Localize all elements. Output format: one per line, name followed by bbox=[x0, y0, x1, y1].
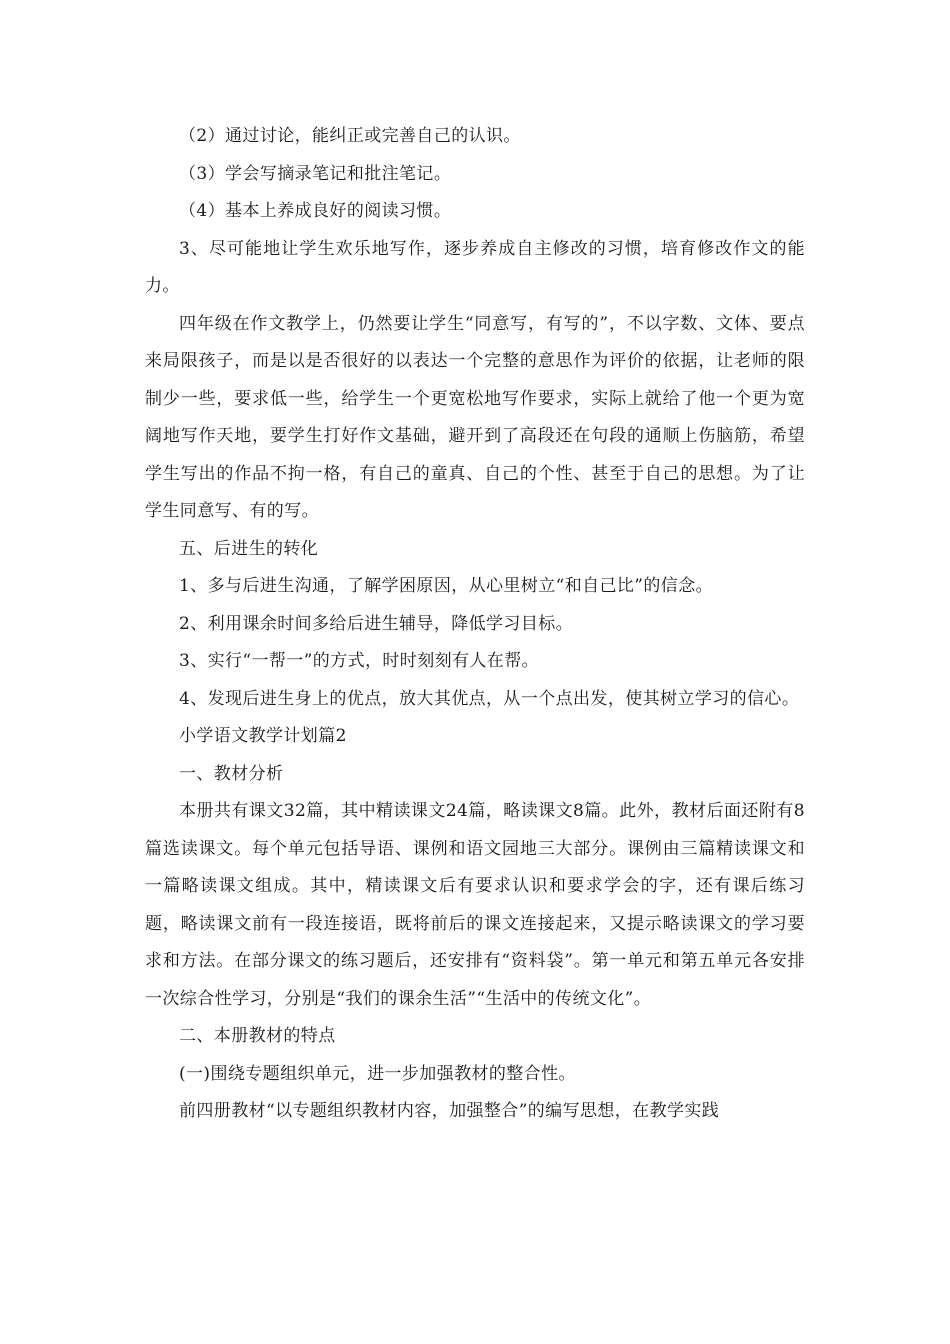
paragraph: 本册共有课文32篇，其中精读课文24篇，略读课文8篇。此外，教材后面还附有8篇选读课文。每个单元包括导语、课例和语文园地三大部分。课例由三篇精读课文和一篇略读课文组成。其中，精读课文后有要求认识和要求学会的字，还有课后练习题，略读课文前有一段连接语，既将前后的课文连接起来，又提示略读课文的学习要求和方法。在部分课文的练习题后，还安排有“资料袋”。第一单元和第五单元各安排一次综合性学习，分别是“我们的课余生活”“生活中的传统文化”。 bbox=[145, 801, 805, 1009]
document-title: 小学语文教学计划篇2 bbox=[179, 726, 347, 746]
list-item: 1、多与后进生沟通，了解学困原因，从心里树立“和自己比”的信念。 bbox=[179, 576, 713, 596]
paragraph: （4）基本上养成良好的阅读习惯。 bbox=[179, 201, 452, 221]
paragraph: 3、尽可能地让学生欢乐地写作，逐步养成自主修改的习惯，培育修改作文的能力。 bbox=[145, 238, 805, 296]
section-heading: 五、后进生的转化 bbox=[179, 538, 319, 559]
paragraph: （3）学会写摘录笔记和批注笔记。 bbox=[179, 163, 452, 184]
paragraph: （2）通过讨论，能纠正或完善自己的认识。 bbox=[179, 126, 521, 146]
subsection-heading: (一)围绕专题组织单元，进一步加强教材的整合性。 bbox=[179, 1063, 576, 1084]
paragraph: 四年级在作文教学上，仍然要让学生“同意写，有写的”，不以字数、文体、要点来局限孩子，而是以是否很好的以表达一个完整的意思作为评价的依据，让老师的限制少一些，要求低一些，给学生一个更宽松地写作要求，实际上就给了他一个更为宽阔地写作天地，要学生打好作文基础，避开到了高段还在句段的通顺上伤脑筋，希望学生写出的作品不拘一格，有自己的童真、自己的个性、甚至于自己的思想。为了让学生同意写、有的写。 bbox=[145, 313, 805, 521]
list-item: 4、发现后进生身上的优点，放大其优点，从一个点出发，使其树立学习的信心。 bbox=[179, 688, 800, 709]
paragraph: 前四册教材“以专题组织教材内容，加强整合”的编写思想，在教学实践 bbox=[179, 1101, 720, 1121]
list-item: 2、利用课余时间多给后进生辅导，降低学习目标。 bbox=[179, 613, 574, 634]
list-item: 3、实行“一帮一”的方式，时时刻刻有人在帮。 bbox=[179, 651, 539, 671]
document-body bbox=[145, 118, 805, 1131]
section-heading: 一、教材分析 bbox=[179, 763, 284, 784]
section-heading: 二、本册教材的特点 bbox=[179, 1026, 336, 1046]
